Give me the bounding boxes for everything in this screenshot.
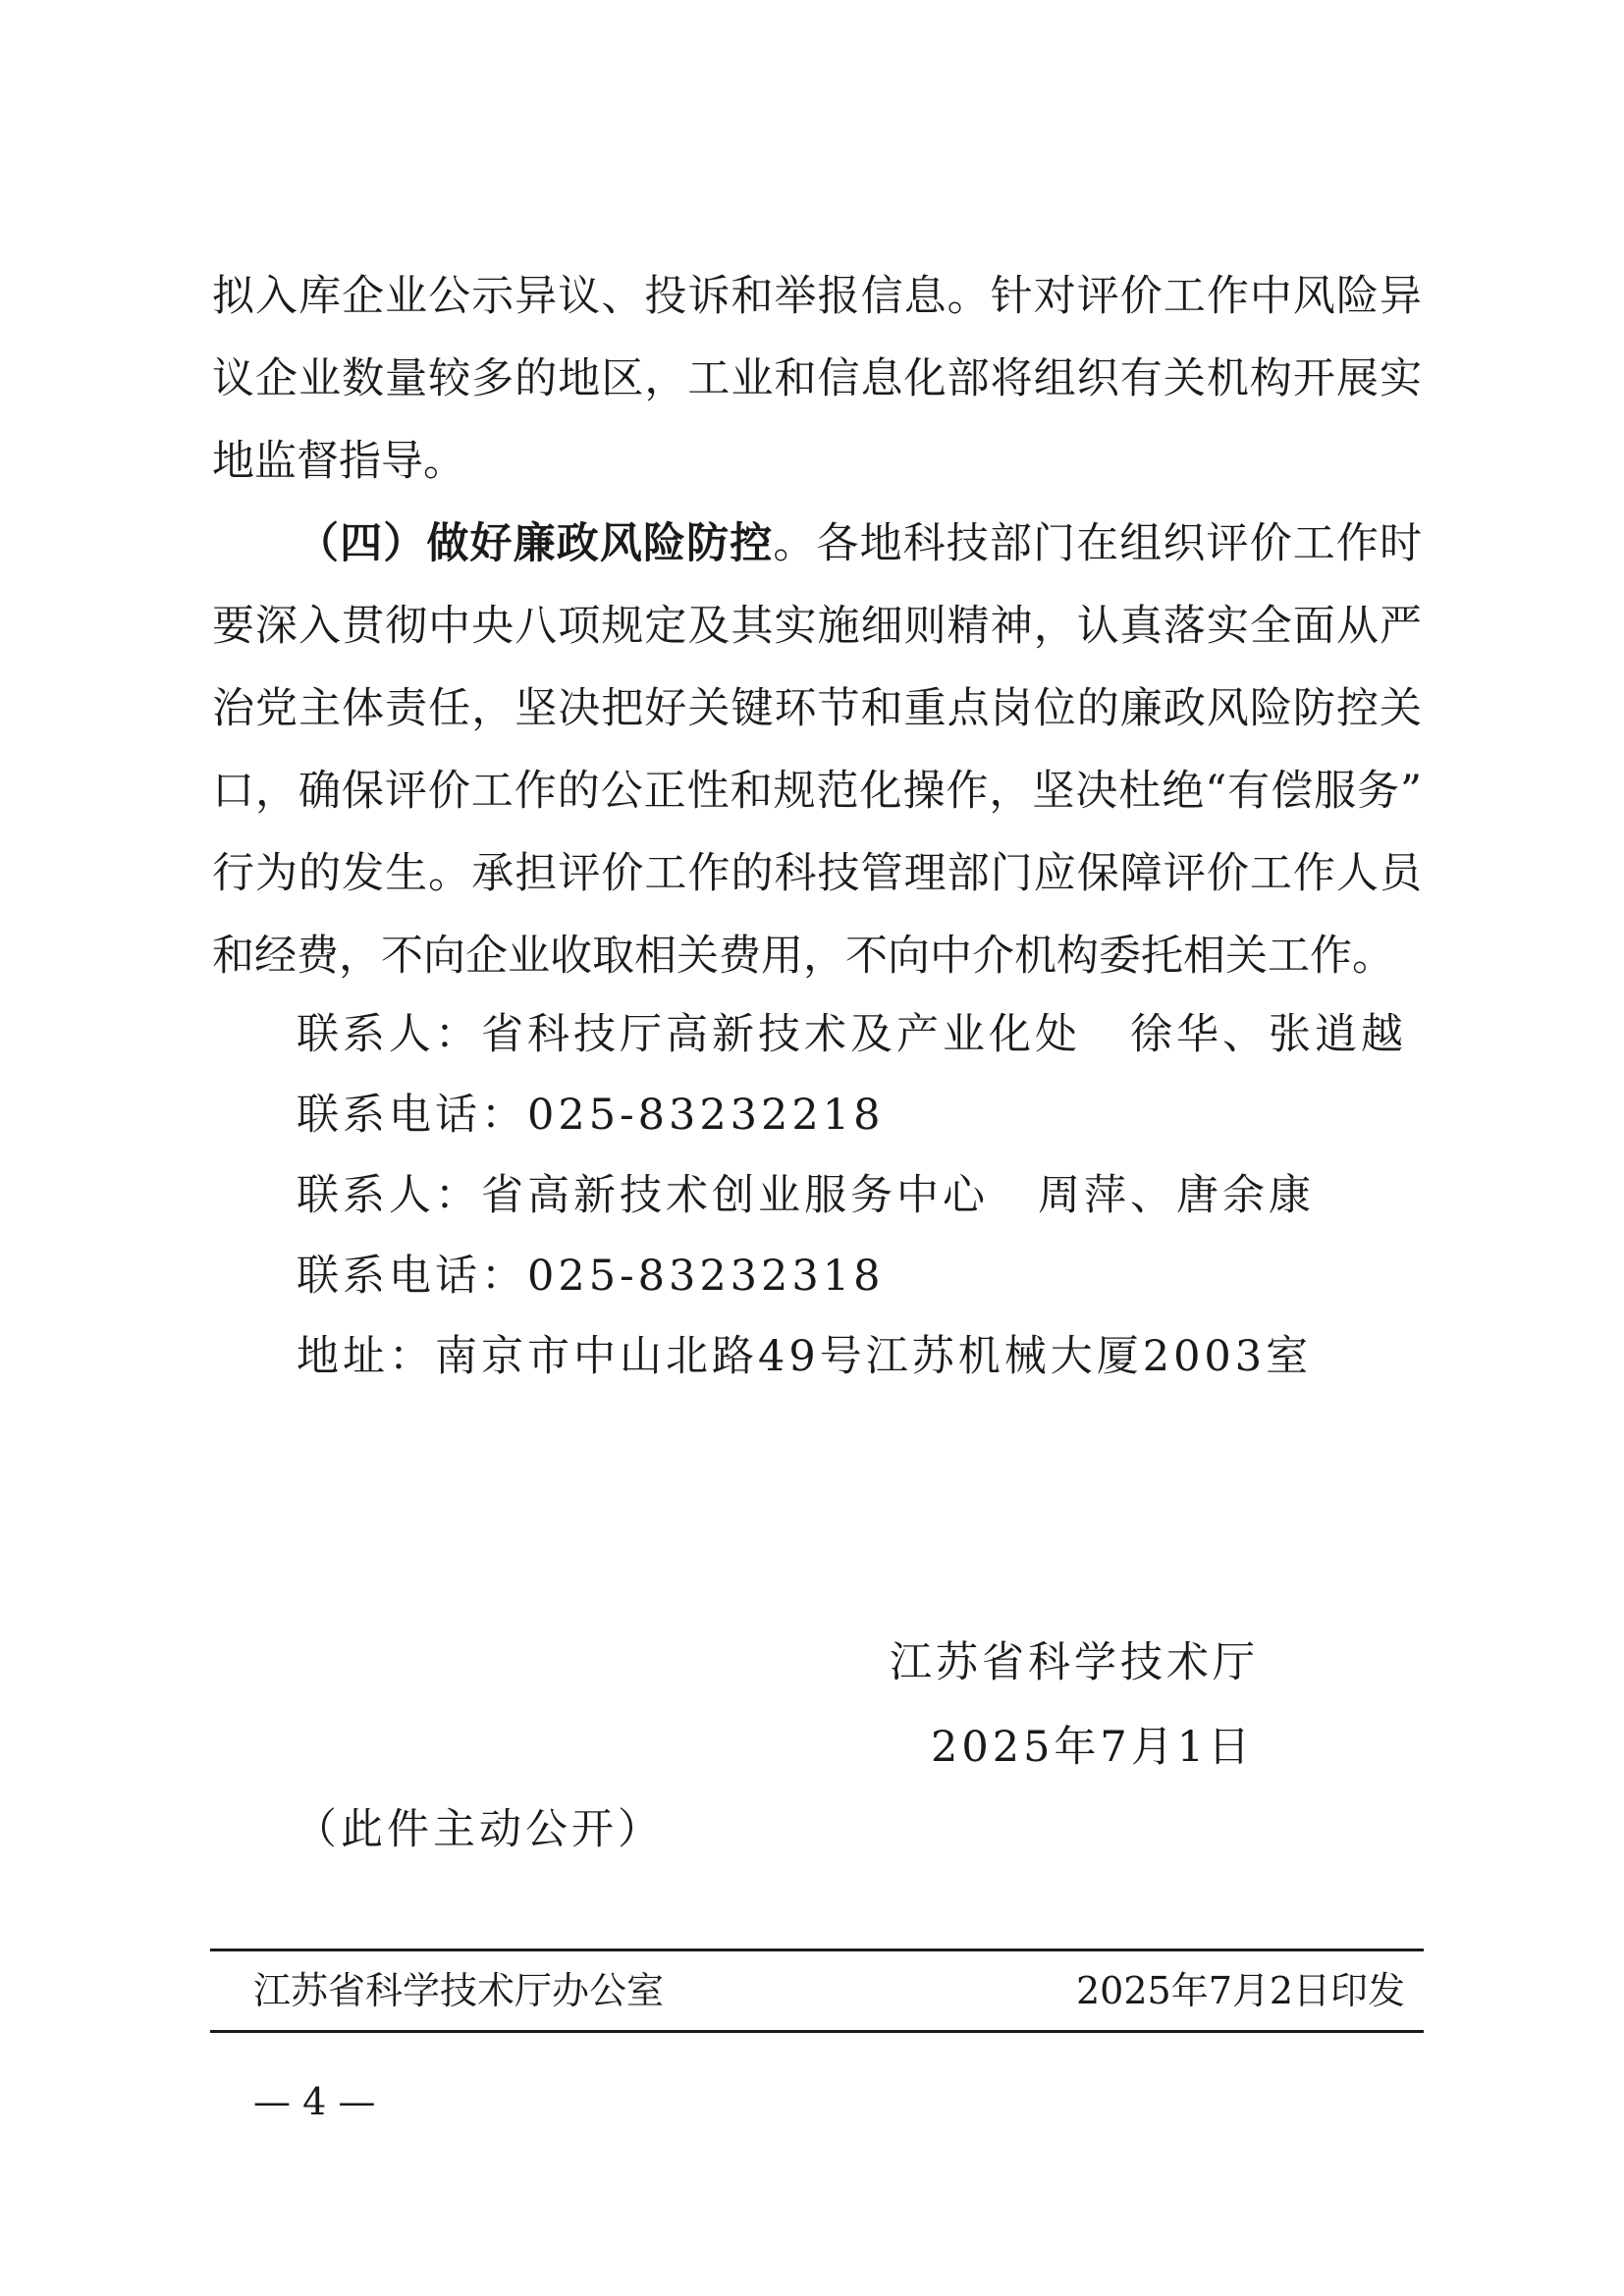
body-line: 和经费，不向企业收取相关费用，不向中介机构委托相关工作。 xyxy=(212,932,1394,981)
footer-bottom-rule xyxy=(210,2030,1424,2033)
section-heading: （四）做好廉政风险防控 xyxy=(297,519,774,568)
body-line: 拟入库企业公示异议、投诉和举报信息。针对评价工作中风险异 xyxy=(212,272,1422,321)
address-label: 地址： xyxy=(297,1332,435,1381)
contact-names: 徐华、张逍越 xyxy=(1130,1010,1407,1059)
contact-label: 联系人： xyxy=(297,1171,481,1220)
footer-issue-date: 2025年7月2日印发 xyxy=(1076,1969,1406,2012)
phone-value: 025-83232318 xyxy=(527,1252,885,1301)
phone-label: 联系电话： xyxy=(297,1252,527,1301)
section-heading-line xyxy=(297,514,1422,573)
body-line: 治党主体责任，坚决把好关键环节和重点岗位的廉政风险防控关 xyxy=(212,684,1422,733)
page-number: — 4 — xyxy=(253,2080,376,2123)
disclosure-note: （此件主动公开） xyxy=(295,1805,664,1854)
body-line: 议企业数量较多的地区，工业和信息化部将组织有关机构开展实 xyxy=(212,354,1422,403)
phone-1 xyxy=(297,1086,884,1145)
body-text: 。各地科技部门在组织评价工作时 xyxy=(773,519,1423,568)
phone-value: 025-83232218 xyxy=(527,1091,885,1140)
body-line: 行为的发生。承担评价工作的科技管理部门应保障评价工作人员 xyxy=(212,849,1422,898)
contact-2 xyxy=(297,1166,1315,1225)
signature-date: 2025年7月1日 xyxy=(931,1723,1255,1772)
contact-org: 省高新技术创业服务中心 xyxy=(481,1171,989,1220)
contact-org: 省科技厅高新技术及产业化处 xyxy=(481,1010,1081,1059)
footer-top-rule xyxy=(210,1949,1424,1951)
body-line: 要深入贯彻中央八项规定及其实施细则精神，认真落实全面从严 xyxy=(212,602,1422,651)
body-line: 地监督指导。 xyxy=(212,437,465,486)
address xyxy=(297,1327,1312,1386)
footer-issuer: 江苏省科学技术厅办公室 xyxy=(253,1969,665,2012)
contact-names: 周萍、唐余康 xyxy=(1038,1171,1315,1220)
body-line: 口，确保评价工作的公正性和规范化操作，坚决杜绝“有偿服务” xyxy=(212,767,1422,816)
phone-2 xyxy=(297,1247,884,1306)
contact-1 xyxy=(297,1005,1407,1064)
contact-label: 联系人： xyxy=(297,1010,481,1059)
signature-org: 江苏省科学技术厅 xyxy=(890,1638,1259,1687)
phone-label: 联系电话： xyxy=(297,1091,527,1140)
address-value: 南京市中山北路49号江苏机械大厦2003室 xyxy=(435,1332,1313,1381)
